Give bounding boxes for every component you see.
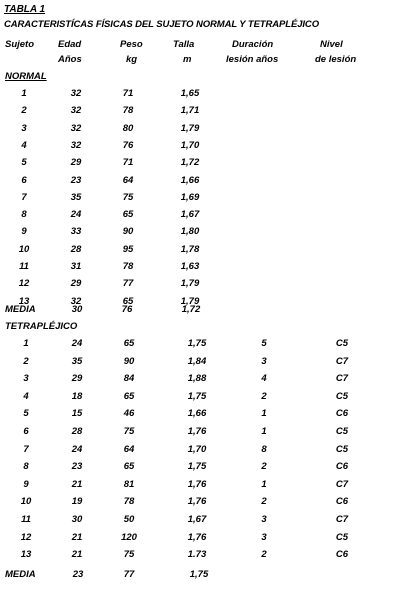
media-talla: 1,72	[181, 304, 201, 315]
cell-peso: 78	[122, 105, 134, 117]
cell-peso: 90	[123, 355, 135, 367]
cell-edad: 23	[71, 461, 83, 473]
header-peso-unit: kg	[126, 54, 138, 65]
cell-sujeto: 9	[23, 478, 29, 490]
cell-edad: 21	[71, 549, 83, 561]
cell-peso: 95	[122, 243, 134, 255]
cell-talla: 1,71	[180, 105, 200, 117]
cell-peso: 120	[121, 531, 137, 543]
cell-sujeto: 5	[21, 157, 27, 169]
cell-sujeto: 6	[23, 426, 29, 437]
table-title: TABLA 1	[4, 4, 46, 15]
cell-nivel: C7	[335, 478, 349, 490]
cell-peso: 65	[122, 295, 134, 307]
cell-nivel: C5	[335, 390, 349, 402]
cell-talla: 1,67	[180, 209, 200, 221]
cell-duracion: 2	[261, 461, 267, 473]
cell-talla: 1,75	[187, 461, 207, 473]
cell-edad: 23	[70, 174, 82, 186]
cell-talla: 1,78	[180, 243, 200, 255]
cell-edad: 32	[70, 88, 82, 99]
cell-peso: 81	[123, 478, 135, 490]
cell-talla: 1,79	[180, 295, 200, 307]
cell-peso: 80	[122, 122, 134, 134]
cell-duracion: 3	[261, 514, 267, 525]
cell-talla: 1,76	[187, 426, 207, 437]
cell-sujeto: 2	[23, 355, 29, 367]
section-tetraplejico: TETRAPLÉJICO	[5, 321, 78, 332]
cell-sujeto: 12	[20, 531, 32, 543]
cell-duracion: 2	[261, 390, 267, 402]
cell-duracion: 4	[261, 373, 267, 385]
cell-edad: 31	[70, 261, 82, 272]
media-peso: 76	[121, 304, 133, 315]
cell-talla: 1,65	[180, 88, 200, 99]
cell-nivel: C7	[335, 373, 349, 385]
cell-talla: 1,66	[187, 408, 207, 420]
cell-edad: 30	[71, 514, 83, 525]
cell-talla: 1,67	[187, 514, 207, 525]
cell-peso: 64	[123, 443, 135, 455]
media-edad: 30	[71, 304, 83, 315]
cell-sujeto: 3	[21, 122, 27, 134]
cell-peso: 84	[123, 373, 135, 385]
cell-peso: 90	[122, 226, 134, 238]
cell-sujeto: 8	[23, 461, 29, 473]
cell-edad: 21	[71, 531, 83, 543]
cell-peso: 77	[122, 278, 134, 290]
cell-talla: 1,76	[187, 478, 207, 490]
cell-talla: 1.73	[187, 549, 207, 561]
header-nivel-unit: de lesión	[315, 54, 357, 65]
cell-nivel: C7	[335, 514, 349, 525]
cell-sujeto: 4	[23, 390, 29, 402]
cell-peso: 65	[123, 390, 135, 402]
cell-duracion: 2	[261, 549, 267, 561]
cell-talla: 1,76	[187, 496, 207, 508]
header-talla-unit: m	[183, 54, 192, 65]
cell-sujeto: 13	[18, 295, 30, 307]
cell-peso: 71	[122, 88, 134, 99]
cell-peso: 65	[122, 209, 134, 221]
cell-peso: 78	[123, 496, 135, 508]
cell-sujeto: 7	[21, 191, 27, 203]
cell-edad: 33	[70, 226, 82, 238]
cell-talla: 1,79	[180, 122, 200, 134]
cell-duracion: 3	[261, 531, 267, 543]
cell-sujeto: 9	[21, 226, 27, 238]
cell-edad: 15	[71, 408, 83, 420]
cell-sujeto: 10	[18, 243, 30, 255]
cell-sujeto: 11	[21, 514, 31, 525]
header-edad-unit: Años	[58, 54, 82, 65]
cell-edad: 32	[70, 295, 82, 307]
cell-nivel: C5	[335, 338, 349, 349]
cell-talla: 1,75	[187, 390, 207, 402]
cell-edad: 28	[70, 243, 82, 255]
cell-duracion: 1	[261, 478, 267, 490]
cell-edad: 28	[71, 426, 83, 437]
media-peso: 77	[123, 569, 135, 580]
cell-peso: 75	[122, 191, 134, 203]
cell-sujeto: 1	[21, 88, 27, 99]
cell-edad: 32	[70, 139, 82, 151]
cell-talla: 1,88	[187, 373, 207, 385]
cell-nivel: C6	[335, 461, 349, 473]
cell-peso: 50	[123, 514, 135, 525]
cell-edad: 32	[70, 105, 82, 117]
cell-nivel: C5	[335, 443, 349, 455]
cell-duracion: 1	[261, 408, 267, 420]
header-talla: Talla	[173, 39, 195, 50]
cell-peso: 64	[122, 174, 134, 186]
cell-nivel: C5	[335, 531, 349, 543]
cell-edad: 29	[70, 157, 82, 169]
cell-edad: 24	[71, 338, 83, 349]
cell-talla: 1,79	[180, 278, 200, 290]
cell-sujeto: 4	[21, 139, 27, 151]
cell-edad: 29	[70, 278, 82, 290]
cell-edad: 18	[71, 390, 83, 402]
cell-edad: 29	[71, 373, 83, 385]
cell-peso: 76	[122, 139, 134, 151]
media-talla: 1,75	[189, 569, 209, 580]
cell-nivel: C6	[335, 549, 349, 561]
cell-sujeto: 10	[20, 496, 32, 508]
table-subtitle: CARACTERISTÍCAS FÍSICAS DEL SUJETO NORMAL Y TETRAPLÉJICO	[4, 19, 319, 30]
cell-talla: 1,70	[180, 139, 200, 151]
media-edad: 23	[72, 569, 84, 580]
cell-duracion: 5	[261, 338, 267, 349]
cell-talla: 1,66	[180, 174, 200, 186]
cell-peso: 78	[122, 261, 134, 272]
cell-talla: 1,76	[187, 531, 207, 543]
cell-nivel: C6	[335, 496, 349, 508]
cell-duracion: 3	[261, 355, 267, 367]
cell-talla: 1,69	[180, 191, 200, 203]
cell-sujeto: 8	[21, 209, 27, 221]
cell-nivel: C6	[335, 408, 349, 420]
cell-duracion: 2	[261, 496, 267, 508]
cell-talla: 1,70	[187, 443, 207, 455]
cell-edad: 24	[70, 209, 82, 221]
media-label: MEDIA	[5, 569, 36, 580]
cell-edad: 19	[71, 496, 83, 508]
cell-peso: 75	[123, 426, 135, 437]
cell-talla: 1,80	[180, 226, 200, 238]
cell-duracion: 8	[261, 443, 267, 455]
cell-sujeto: 3	[23, 373, 29, 385]
header-peso: Peso	[120, 39, 143, 50]
cell-edad: 32	[70, 122, 82, 134]
cell-edad: 24	[71, 443, 83, 455]
header-edad: Edad	[58, 39, 82, 50]
cell-talla: 1,63	[180, 261, 200, 272]
cell-talla: 1,72	[180, 157, 200, 169]
cell-sujeto: 11	[19, 261, 29, 272]
cell-duracion: 1	[261, 426, 267, 437]
cell-talla: 1,84	[187, 355, 207, 367]
cell-sujeto: 5	[23, 408, 29, 420]
cell-edad: 35	[70, 191, 82, 203]
cell-peso: 75	[123, 549, 135, 561]
cell-sujeto: 1	[23, 338, 29, 349]
cell-edad: 35	[71, 355, 83, 367]
cell-sujeto: 6	[21, 174, 27, 186]
cell-peso: 65	[123, 338, 135, 349]
media-label: MEDIA	[5, 304, 36, 315]
cell-peso: 71	[122, 157, 134, 169]
cell-sujeto: 12	[18, 278, 30, 290]
cell-nivel: C7	[335, 355, 349, 367]
cell-peso: 65	[123, 461, 135, 473]
header-nivel: Nivel	[320, 39, 343, 50]
cell-sujeto: 7	[23, 443, 29, 455]
section-normal: NORMAL	[5, 71, 47, 82]
header-duracion: Duración	[232, 39, 274, 50]
cell-nivel: C5	[335, 426, 349, 437]
cell-sujeto: 2	[21, 105, 27, 117]
cell-peso: 46	[123, 408, 135, 420]
header-duracion-unit: lesión años	[226, 54, 279, 65]
header-sujeto: Sujeto	[5, 39, 35, 50]
cell-talla: 1,75	[187, 338, 207, 349]
cell-sujeto: 13	[20, 549, 32, 561]
cell-edad: 21	[71, 478, 83, 490]
